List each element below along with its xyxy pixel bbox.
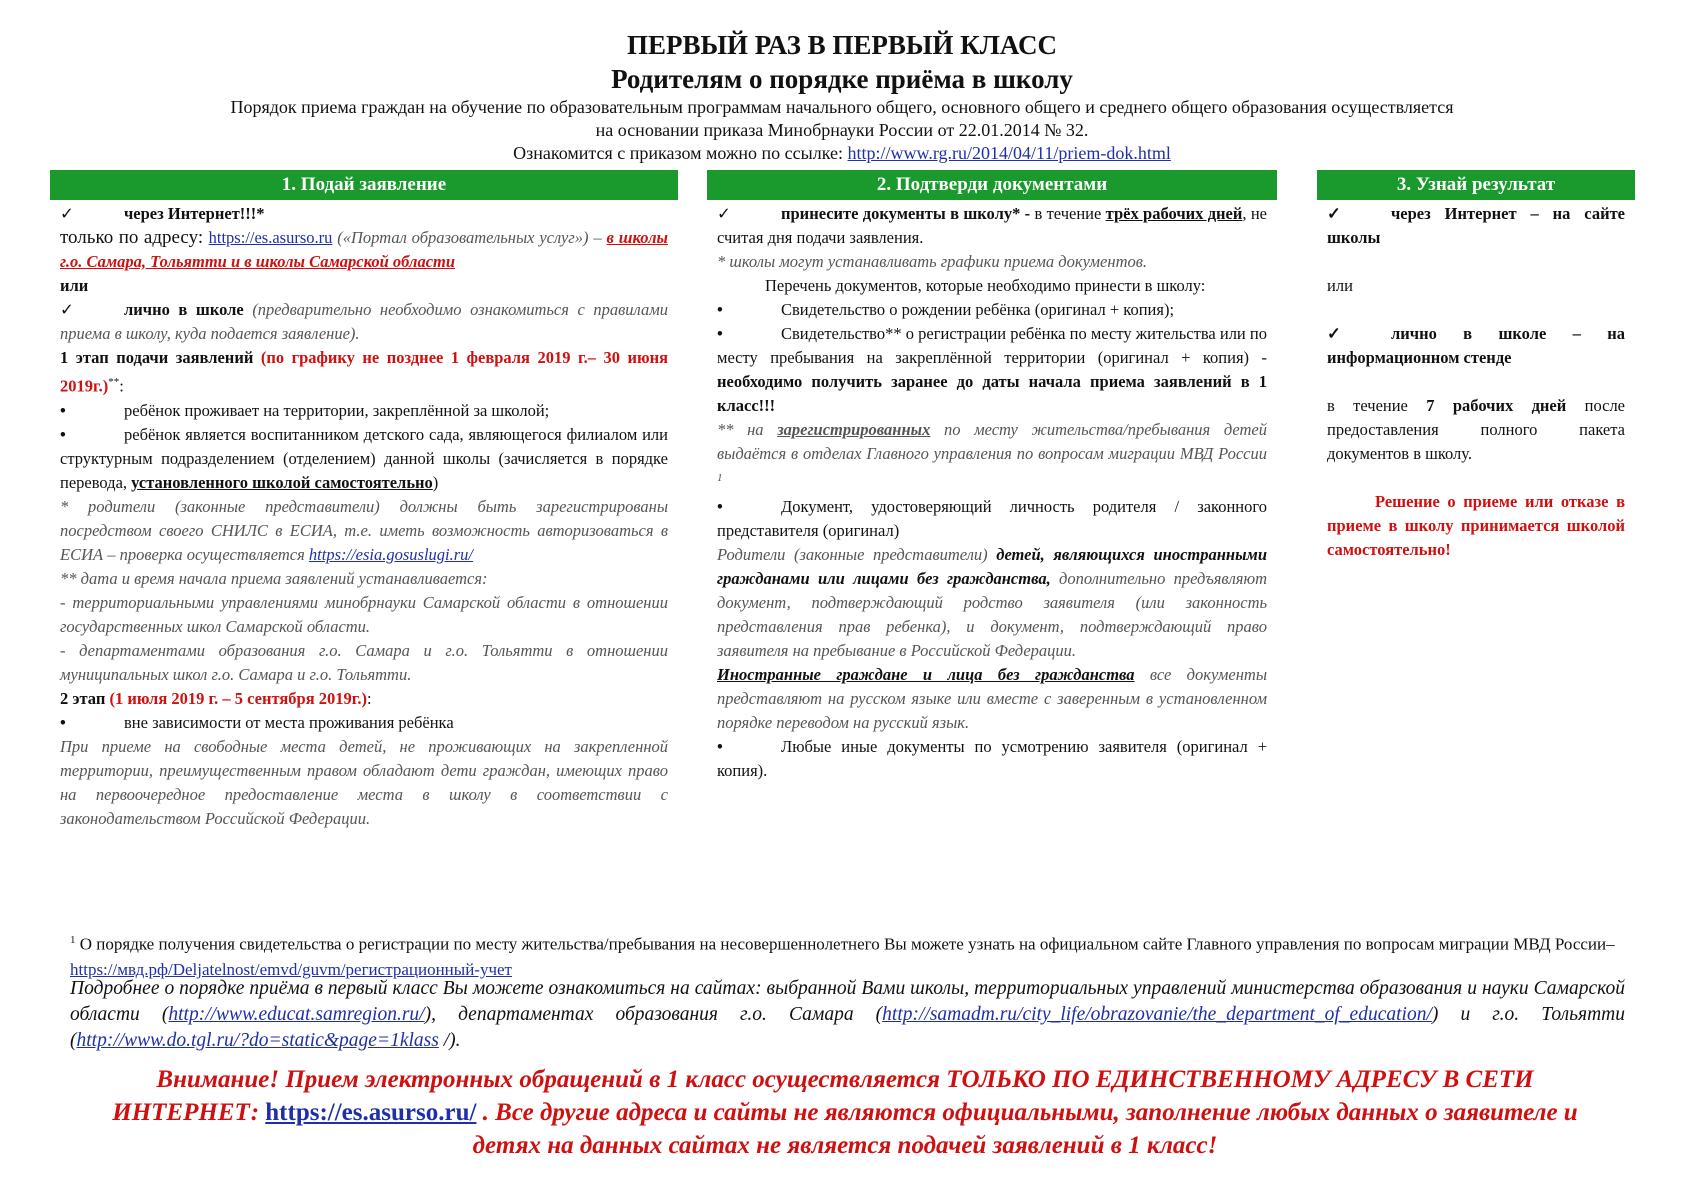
check-icon: ✓: [1327, 204, 1341, 223]
docs-list-intro: Перечень документов, которые необходимо принести в школу:: [765, 276, 1206, 295]
stage2-label: 2 этап: [60, 688, 110, 708]
stage1-sup: **: [108, 376, 120, 388]
column-result: [1317, 170, 1635, 562]
foreign-c: дополнительно предъявляют документ, подтверждающий родство заявителя (или законность представления прав ребенка), и документ, подтверждающий право заявителя на пребывание в Российской Федерации.: [717, 568, 1268, 660]
doc2-text: Свидетельство** о регистрации ребёнка по месту жительства или по месту пребывания на закреплённой территории (оригинал + копия) -: [717, 324, 1267, 367]
bring-d: , не считая дня подачи заявления.: [717, 204, 1267, 247]
warning-b: . Все другие адреса и сайты не являются официальными, заполнение любых данных о заявителе и детях на данных сайтах не является подачей заявлений в 1 класс!: [472, 1099, 1578, 1159]
bullet-icon: •: [717, 496, 723, 516]
bullet-icon: •: [60, 712, 66, 732]
more-a: Подробнее о порядке приёма в первый класс Вы можете ознакомиться на сайтах: выбранной Вами школы, территориальных управлений министерства образования и науки Самарской области (: [70, 978, 1625, 1025]
term-c: после предоставления полного пакета документов в школу.: [1327, 396, 1625, 463]
esia-link[interactable]: https://esia.gosuslugi.ru/: [308, 544, 474, 564]
s1-item2-end: ): [432, 472, 439, 492]
more-c: ) и г.о. Тольятти (: [70, 1004, 1626, 1051]
s1-item2-bold: установленного школой самостоятельно: [131, 472, 433, 492]
heading-apply: 1. Подай заявление: [50, 170, 678, 200]
footnote: [70, 928, 1625, 982]
result-internet: [1327, 202, 1625, 250]
doc2-bold: необходимо получить заранее до даты начала приема заявлений в 1 класс!!!: [717, 372, 1267, 415]
order-link[interactable]: http://www.rg.ru/2014/04/11/priem-dok.html: [847, 143, 1171, 163]
tgl-link[interactable]: http://www.do.tgl.ru/?do=static&page=1klass: [76, 1030, 439, 1051]
more-info: [70, 976, 1625, 1054]
more-d: /).: [438, 1030, 461, 1051]
page-subtitle: Родителям о порядке приёма в школу: [611, 64, 1073, 94]
doc-item-2: [717, 322, 1267, 418]
s1-item1-text: ребёнок проживает на территории, закреплённой за школой;: [124, 400, 550, 420]
footnote-text: О порядке получения свидетельства о регистрации по месту жительства/пребывания на несовершеннолетнего Вы можете узнать на официальном сайте Главного управления по вопросам миграции МВД России–: [75, 934, 1615, 954]
decision-note: Решение о приеме или отказе в приеме в школу принимается школой самостоятельно!: [1327, 492, 1625, 559]
doc-item-3: [717, 495, 1267, 543]
warning-a: Внимание! Прием электронных обращений в 1 класс осуществляется ТОЛЬКО ПО ЕДИНСТВЕННОМУ АДРЕСУ В СЕТИ ИНТЕРНЕТ:: [112, 1066, 1534, 1126]
heading-documents: 2. Подтверди документами: [707, 170, 1277, 200]
result-in-school: [1327, 322, 1625, 370]
note-reg-sup: 1: [717, 472, 723, 484]
stage1-label: 1 этап подачи заявлений: [60, 348, 261, 367]
note-reg-a: ** на: [717, 420, 778, 439]
heading-result: 3. Узнай результат: [1317, 170, 1635, 200]
bullet-icon: •: [717, 300, 723, 319]
foreign2-a: Иностранные граждане и лица без гражданства: [717, 664, 1135, 684]
term-b: 7 рабочих дней: [1426, 396, 1567, 415]
foreign-b: детей, являющихся иностранными гражданами или лицами без гражданства,: [717, 544, 1267, 588]
intro-line-3: [70, 142, 1614, 165]
note-registration: [717, 418, 1267, 495]
intro-text: [0, 96, 1684, 165]
doc-item-1: [717, 298, 1267, 322]
samadm-link[interactable]: http://samadm.ru/city_life/obrazovanie/the_department_of_education/: [882, 1004, 1432, 1025]
bring-docs: [717, 202, 1267, 250]
doc4-text: Любые иные документы по усмотрению заявителя (оригинал + копия).: [717, 736, 1267, 780]
bullet-icon: •: [717, 736, 723, 756]
doc3-text: Документ, удостоверяющий личность родителя / законного представителя (оригинал): [717, 496, 1267, 540]
only-address: только по адресу:: [60, 227, 209, 248]
portal-link[interactable]: https://es.asurso.ru: [208, 228, 333, 247]
result-internet-text: через Интернет – на сайте школы: [1327, 204, 1625, 247]
term-a: в течение: [1327, 396, 1427, 415]
bring-b: в течение: [1034, 204, 1106, 223]
stage1-colon: :: [119, 376, 124, 396]
stage2-colon: :: [367, 688, 372, 708]
internet-label: через Интернет!!!*: [124, 204, 265, 223]
s1-item2-text: ребёнок является воспитанником детского сада, являющегося филиалом или структурным подразделением (отделением) данной школы (зачисляется в порядке перевода,: [60, 424, 668, 492]
stage1-item-1: [60, 399, 668, 423]
s2-item-text: вне зависимости от места проживания ребёнка: [124, 712, 454, 732]
header: [0, 28, 1684, 165]
foreign-note-2: [717, 663, 1267, 735]
column-apply: [50, 170, 678, 831]
stage2-item: [60, 711, 668, 735]
foreign-a: Родители (законные представители): [717, 544, 997, 564]
foreign2-b: все документы представляют на русском языке или вместе с заверенным в установленном порядке переводом на русский язык.: [717, 664, 1267, 732]
check-icon: ✓: [60, 300, 74, 319]
stage1-dates: (по графику не позднее 1 февраля 2019 г.– 30 июня 2019г.): [60, 348, 669, 396]
note-schedule: * школы могут устанавливать графики приема документов.: [717, 252, 1148, 271]
schools-red: в школы г.о. Самара, Тольятти и в школы Самарской области: [60, 228, 669, 271]
more-b: ), департаментах образования г.о. Самара (: [424, 1004, 883, 1025]
check-icon: ✓: [60, 204, 74, 223]
mvd-link[interactable]: https://мвд.рф/Deljatelnost/emvd/guvm/регистрационный-учет: [70, 959, 512, 979]
address-line: [60, 226, 668, 274]
portal-name: («Портал образовательных услуг») –: [332, 228, 607, 247]
result-or: или: [1327, 276, 1353, 295]
note-dates: ** дата и время начала приема заявлений устанавливается:: [60, 568, 488, 588]
stage2-dates: (1 июля 2019 г. – 5 сентября 2019г.): [109, 688, 368, 708]
bullet-icon: •: [717, 324, 723, 343]
note-regional: - территориальными управлениями минобрнауки Самарской области в отношении государственных школ Самарской области.: [60, 592, 668, 636]
note-municipal: - департаментами образования г.о. Самара и г.о. Тольятти в отношении муниципальных школ г.о. Самара и г.о. Тольятти.: [60, 640, 668, 684]
page-title: ПЕРВЫЙ РАЗ В ПЕРВЫЙ КЛАСС: [626, 30, 1058, 60]
stage1-item-2: [60, 423, 668, 495]
note-reg-b: зарегистрированных: [777, 420, 931, 439]
intro-line-2: на основании приказа Минобрнауки России от 22.01.2014 № 32.: [595, 120, 1089, 140]
educat-link[interactable]: http://www.educat.samregion.ru/: [168, 1004, 425, 1025]
stage2-note: При приеме на свободные места детей, не проживающих на закрепленной территории, преимущественным правом обладают дети граждан, имеющих право на первоочередное предоставление места в школу в соответствии с законодательством Российской Федерации.: [60, 736, 668, 828]
note-snils-text: * родители (законные представители) должны быть зарегистрированы посредством своего СНИЛС в ЕСИА, т.е. иметь возможность авторизоваться в ЕСИА – проверка осуществляется: [60, 496, 668, 564]
check-icon: ✓: [717, 204, 731, 223]
stage2-heading: [60, 687, 668, 711]
asurso-link[interactable]: https://es.asurso.ru/: [265, 1099, 477, 1126]
result-term: [1327, 394, 1625, 466]
foreign-note: [717, 543, 1267, 663]
note-reg-c: по месту жительства/пребывания детей выдаётся в отделах Главного управления по вопросам миграции МВД России: [717, 420, 1267, 463]
bullet-icon: •: [60, 400, 66, 420]
bring-c: трёх рабочих дней: [1105, 204, 1243, 223]
in-school-label: лично в школе: [124, 300, 244, 319]
in-school-note: (предварительно необходимо ознакомиться с правилами приема в школу, куда подается заявление).: [60, 300, 668, 343]
bring-a: принесите документы в школу* -: [781, 204, 1035, 223]
warning: [80, 1063, 1610, 1162]
doc1-text: Свидетельство о рождении ребёнка (оригинал + копия);: [781, 300, 1175, 319]
bullet-icon: •: [60, 424, 66, 444]
stage1-heading: [60, 346, 668, 399]
result-in-school-text: лично в школе – на информационном стенде: [1327, 324, 1625, 367]
check-icon: ✓: [1327, 324, 1341, 343]
doc-item-4: [717, 735, 1267, 783]
internet-option: [60, 202, 668, 226]
intro-line-1: Порядок приема граждан на обучение по образовательным программам начального общего, основного общего и среднего общего образования осуществляется: [230, 97, 1454, 117]
in-school-option: [60, 298, 668, 346]
footnote-num: 1: [70, 934, 76, 946]
intro-link-prefix: Ознакомится с приказом можно по ссылке:: [513, 143, 848, 163]
column-documents: [707, 170, 1277, 783]
or-text: или: [60, 276, 89, 295]
note-snils: [60, 495, 668, 567]
